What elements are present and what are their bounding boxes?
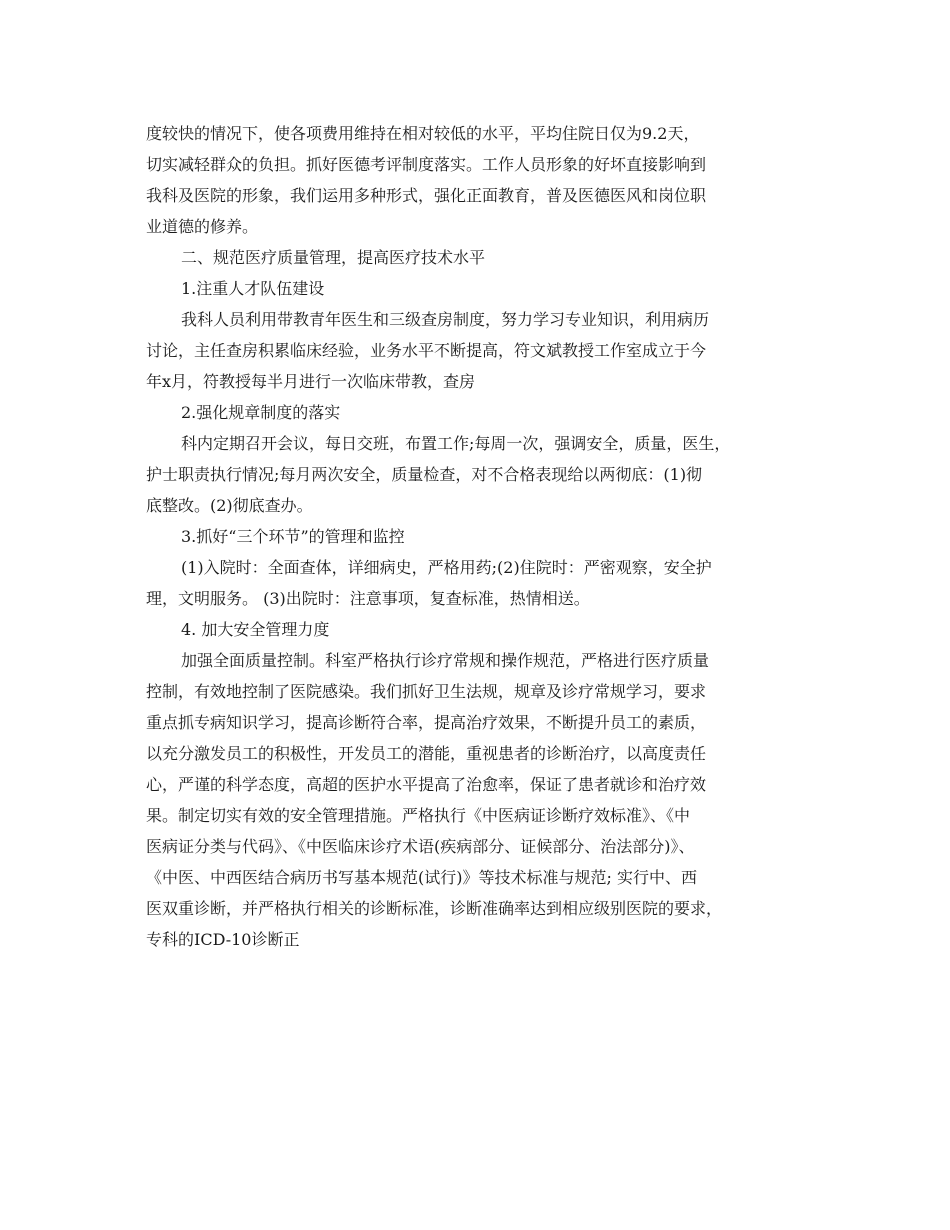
text-line: 我科人员利用带教青年医生和三级查房制度，努力学习专业知识，利用病历: [181, 310, 710, 329]
text-line: 3.抓好“三个环节”的管理和监控: [181, 527, 405, 546]
text-line: 护士职责执行情况;每月两次安全，质量检查，对不合格表现给以两彻底：(1)彻: [146, 465, 703, 484]
text-line: 讨论，主任查房积累临床经验，业务水平不断提高，符文斌教授工作室成立于今: [146, 341, 707, 360]
text-line: 医双重诊断，并严格执行相关的诊断标准，诊断准确率达到相应级别医院的要求，: [146, 899, 723, 918]
text-line: 4. 加大安全管理力度: [181, 620, 330, 639]
text-line: 1.注重人才队伍建设: [181, 279, 325, 298]
text-line: 我科及医院的形象，我们运用多种形式，强化正面教育，普及医德医风和岗位职: [146, 186, 707, 205]
text-line: 专科的ICD-10诊断正: [146, 930, 300, 949]
text-line: 科内定期召开会议，每日交班，布置工作;每周一次，强调安全，质量，医生，: [181, 434, 731, 453]
text-line: 切实减轻群众的负担。抓好医德考评制度落实。工作人员形象的好坏直接影响到: [146, 155, 707, 174]
text-line: 重点抓专病知识学习，提高诊断符合率，提高治疗效果，不断提升员工的素质，: [146, 713, 707, 732]
text-line: 控制，有效地控制了医院感染。我们抓好卫生法规，规章及诊疗常规学习，要求: [146, 682, 707, 701]
text-line: 2.强化规章制度的落实: [181, 403, 341, 422]
text-line: 以充分激发员工的积极性，开发员工的潜能，重视患者的诊断治疗，以高度责任: [146, 744, 707, 763]
text-line: 加强全面质量控制。科室严格执行诊疗常规和操作规范，严格进行医疗质量: [181, 651, 710, 670]
text-line: 医病证分类与代码》、《中医临床诊疗术语(疾病部分、证候部分、治法部分)》、: [146, 837, 695, 856]
text-line: 二、规范医疗质量管理，提高医疗技术水平: [181, 248, 486, 267]
text-line: (1)入院时：全面查体，详细病史，严格用药;(2)住院时：严密观察，安全护: [181, 558, 712, 577]
text-line: 《中医、中西医结合病历书写基本规范(试行)》等技术标准与规范; 实行中、西: [146, 868, 697, 887]
text-line: 底整改。(2)彻底查办。: [146, 496, 313, 515]
text-line: 年x月，符教授每半月进行一次临床带教，查房: [146, 372, 476, 391]
document-body: [146, 118, 836, 955]
text-line: 业道德的修养。: [146, 217, 259, 236]
text-line: 度较快的情况下，使各项费用维持在相对较低的水平，平均住院日仅为9.2天，: [146, 124, 700, 143]
text-line: 心，严谨的科学态度，高超的医护水平提高了治愈率，保证了患者就诊和治疗效: [146, 775, 707, 794]
text-line: 理，文明服务。 (3)出院时：注意事项，复查标准，热情相送。: [146, 589, 590, 608]
text-line: 果。制定切实有效的安全管理措施。严格执行《中医病证诊断疗效标准》、《中: [146, 806, 691, 825]
